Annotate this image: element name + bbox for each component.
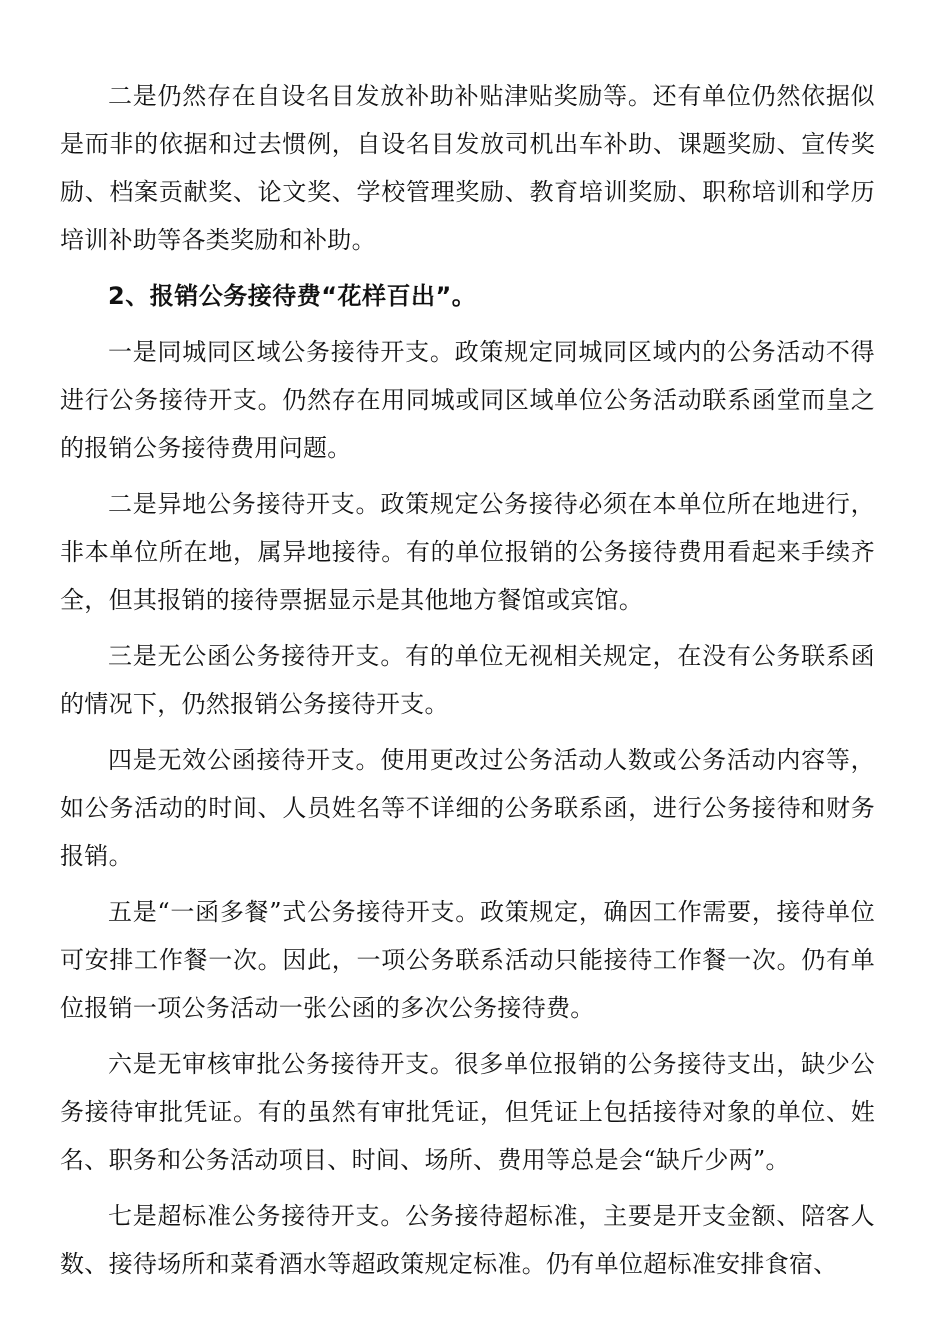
document-page bbox=[60, 72, 875, 1288]
paragraph-invalid-letter-reception: 四是无效公函接待开支。使用更改过公务活动人数或公务活动内容等，如公务活动的时间、人员姓名等不详细的公务联系函，进行公务接待和财务报销。 bbox=[60, 746, 875, 870]
paragraph-subsidy-issue: 二是仍然存在自设名目发放补助补贴津贴奖励等。还有单位仍然依据似是而非的依据和过去惯例，自设名目发放司机出车补助、课题奖励、宣传奖励、档案贡献奖、论文奖、学校管理奖励、教育培训奖励、职称培训和学历培训补助等各类奖励和补助。 bbox=[60, 82, 875, 254]
paragraph-multiple-meals-reception: 五是“一函多餐”式公务接待开支。政策规定，确因工作需要，接待单位可安排工作餐一次。因此，一项公务联系活动只能接待工作餐一次。仍有单位报销一项公务活动一张公函的多次公务接待费。 bbox=[60, 898, 875, 1022]
paragraph-over-standard-reception: 七是超标准公务接待开支。公务接待超标准，主要是开支金额、陪客人数、接待场所和菜肴酒水等超政策规定标准。仍有单位超标准安排食宿、 bbox=[60, 1202, 875, 1278]
paragraph-no-letter-reception: 三是无公函公务接待开支。有的单位无视相关规定，在没有公务联系函的情况下，仍然报销公务接待开支。 bbox=[60, 642, 875, 718]
paragraph-unapproved-reception: 六是无审核审批公务接待开支。很多单位报销的公务接待支出，缺少公务接待审批凭证。有的虽然有审批凭证，但凭证上包括接待对象的单位、姓名、职务和公务活动项目、时间、场所、费用等总是会“缺斤少两”。 bbox=[60, 1050, 875, 1174]
paragraph-offsite-reception: 二是异地公务接待开支。政策规定公务接待必须在本单位所在地进行，非本单位所在地，属异地接待。有的单位报销的公务接待费用看起来手续齐全，但其报销的接待票据显示是其他地方餐馆或宾馆。 bbox=[60, 490, 875, 614]
paragraph-same-city-reception: 一是同城同区域公务接待开支。政策规定同城同区域内的公务活动不得进行公务接待开支。仍然存在用同城或同区域单位公务活动联系函堂而皇之的报销公务接待费用问题。 bbox=[60, 338, 875, 462]
section-heading-reception-fees: 2、报销公务接待费“花样百出”。 bbox=[108, 282, 477, 310]
